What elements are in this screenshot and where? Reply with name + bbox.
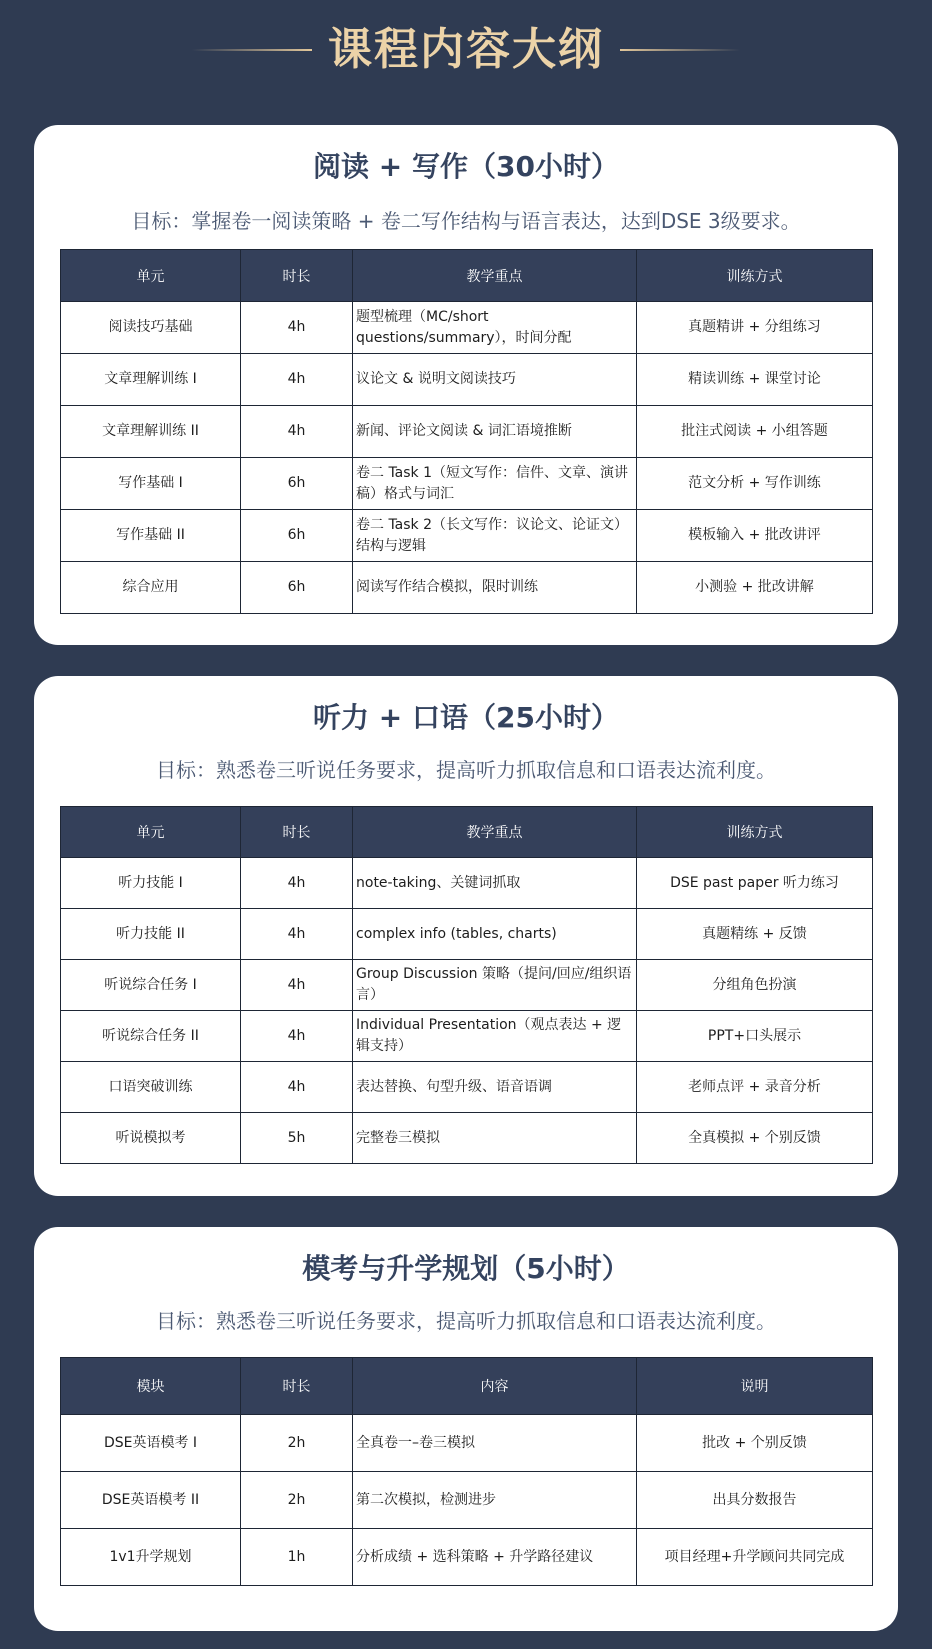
method-cell: 范文分析 + 写作训练 <box>637 458 873 510</box>
header-cell: 教学重点 <box>353 807 637 858</box>
duration-cell: 4h <box>241 302 353 354</box>
method-cell: 老师点评 + 录音分析 <box>637 1062 873 1113</box>
focus-cell: 新闻、评论文阅读 & 词汇语境推断 <box>353 406 637 458</box>
table-row <box>61 858 873 909</box>
method-cell: 分组角色扮演 <box>637 960 873 1011</box>
duration-cell: 2h <box>241 1472 353 1529</box>
section-card-reading-writing <box>34 125 898 645</box>
duration-cell: 4h <box>241 858 353 909</box>
method-cell: 全真模拟 + 个别反馈 <box>637 1113 873 1164</box>
header-cell: 时长 <box>241 250 353 302</box>
duration-cell: 4h <box>241 1062 353 1113</box>
table-row <box>61 960 873 1011</box>
header-cell: 时长 <box>241 1358 353 1415</box>
table-row <box>61 302 873 354</box>
table-row <box>61 1011 873 1062</box>
unit-cell: 综合应用 <box>61 562 241 614</box>
unit-cell: 听说模拟考 <box>61 1113 241 1164</box>
duration-cell: 4h <box>241 1011 353 1062</box>
section-title: 模考与升学规划（5小时） <box>302 1252 630 1285</box>
table-row <box>61 510 873 562</box>
unit-cell: 写作基础 I <box>61 458 241 510</box>
header-cell: 训练方式 <box>637 807 873 858</box>
header-decorative-line-right <box>620 49 740 51</box>
header-cell: 内容 <box>353 1358 637 1415</box>
duration-cell: 4h <box>241 960 353 1011</box>
focus-cell: 议论文 & 说明文阅读技巧 <box>353 354 637 406</box>
content-cell: 分析成绩 + 选科策略 + 升学路径建议 <box>353 1529 637 1586</box>
table-header-row <box>61 807 873 858</box>
table-row <box>61 458 873 510</box>
focus-cell: 题型梳理（MC/short questions/summary），时间分配 <box>353 302 637 354</box>
table-row <box>61 909 873 960</box>
table-row <box>61 1113 873 1164</box>
unit-cell: 听力技能 II <box>61 909 241 960</box>
focus-cell: complex info (tables, charts) <box>353 909 637 960</box>
method-cell: 真题精讲 + 分组练习 <box>637 302 873 354</box>
method-cell: 模板输入 + 批改讲评 <box>637 510 873 562</box>
table-row <box>61 1062 873 1113</box>
focus-cell: Group Discussion 策略（提问/回应/组织语言） <box>353 960 637 1011</box>
unit-cell: 听说综合任务 I <box>61 960 241 1011</box>
focus-cell: 卷二 Task 2（长文写作：议论文、论证文）结构与逻辑 <box>353 510 637 562</box>
header-decorative-line-left <box>192 49 312 51</box>
table-row <box>61 1415 873 1472</box>
focus-cell: note-taking、关键词抓取 <box>353 858 637 909</box>
note-cell: 批改 + 个别反馈 <box>637 1415 873 1472</box>
note-cell: 出具分数报告 <box>637 1472 873 1529</box>
focus-cell: 表达替换、句型升级、语音语调 <box>353 1062 637 1113</box>
duration-cell: 6h <box>241 562 353 614</box>
page-header <box>0 0 932 100</box>
focus-cell: Individual Presentation（观点表达 + 逻辑支持） <box>353 1011 637 1062</box>
unit-cell: 文章理解训练 I <box>61 354 241 406</box>
duration-cell: 2h <box>241 1415 353 1472</box>
unit-cell: 阅读技巧基础 <box>61 302 241 354</box>
unit-cell: 听说综合任务 II <box>61 1011 241 1062</box>
duration-cell: 6h <box>241 510 353 562</box>
header-cell: 单元 <box>61 250 241 302</box>
focus-cell: 卷二 Task 1（短文写作：信件、文章、演讲稿）格式与词汇 <box>353 458 637 510</box>
table-row <box>61 354 873 406</box>
table-header-row <box>61 1358 873 1415</box>
module-cell: DSE英语模考 I <box>61 1415 241 1472</box>
course-table <box>60 806 873 1164</box>
course-table <box>60 249 873 614</box>
header-cell: 单元 <box>61 807 241 858</box>
unit-cell: 文章理解训练 II <box>61 406 241 458</box>
section-goal: 目标：熟悉卷三听说任务要求，提高听力抓取信息和口语表达流利度。 <box>156 1309 776 1333</box>
duration-cell: 4h <box>241 354 353 406</box>
table-row <box>61 562 873 614</box>
duration-cell: 4h <box>241 406 353 458</box>
module-cell: 1v1升学规划 <box>61 1529 241 1586</box>
section-card-listening-speaking <box>34 676 898 1196</box>
method-cell: 精读训练 + 课堂讨论 <box>637 354 873 406</box>
header-cell: 教学重点 <box>353 250 637 302</box>
section-card-mock-planning <box>34 1227 898 1631</box>
method-cell: 小测验 + 批改讲解 <box>637 562 873 614</box>
duration-cell: 5h <box>241 1113 353 1164</box>
method-cell: PPT+口头展示 <box>637 1011 873 1062</box>
module-cell: DSE英语模考 II <box>61 1472 241 1529</box>
unit-cell: 听力技能 I <box>61 858 241 909</box>
section-goal: 目标：掌握卷一阅读策略 + 卷二写作结构与语言表达，达到DSE 3级要求。 <box>131 209 801 233</box>
focus-cell: 阅读写作结合模拟，限时训练 <box>353 562 637 614</box>
method-cell: 批注式阅读 + 小组答题 <box>637 406 873 458</box>
table-row <box>61 1472 873 1529</box>
section-title: 听力 + 口语（25小时） <box>313 701 619 734</box>
content-cell: 第二次模拟，检测进步 <box>353 1472 637 1529</box>
note-cell: 项目经理+升学顾问共同完成 <box>637 1529 873 1586</box>
method-cell: DSE past paper 听力练习 <box>637 858 873 909</box>
page-title: 课程内容大纲 <box>328 24 604 75</box>
header-cell: 时长 <box>241 807 353 858</box>
section-goal: 目标：熟悉卷三听说任务要求，提高听力抓取信息和口语表达流利度。 <box>156 758 776 782</box>
header-cell: 模块 <box>61 1358 241 1415</box>
focus-cell: 完整卷三模拟 <box>353 1113 637 1164</box>
header-cell: 说明 <box>637 1358 873 1415</box>
table-row <box>61 1529 873 1586</box>
table-header-row <box>61 250 873 302</box>
section-title: 阅读 + 写作（30小时） <box>313 150 619 183</box>
duration-cell: 6h <box>241 458 353 510</box>
method-cell: 真题精练 + 反馈 <box>637 909 873 960</box>
header-cell: 训练方式 <box>637 250 873 302</box>
course-table <box>60 1357 873 1586</box>
table-row <box>61 406 873 458</box>
unit-cell: 口语突破训练 <box>61 1062 241 1113</box>
duration-cell: 1h <box>241 1529 353 1586</box>
content-cell: 全真卷一–卷三模拟 <box>353 1415 637 1472</box>
unit-cell: 写作基础 II <box>61 510 241 562</box>
duration-cell: 4h <box>241 909 353 960</box>
